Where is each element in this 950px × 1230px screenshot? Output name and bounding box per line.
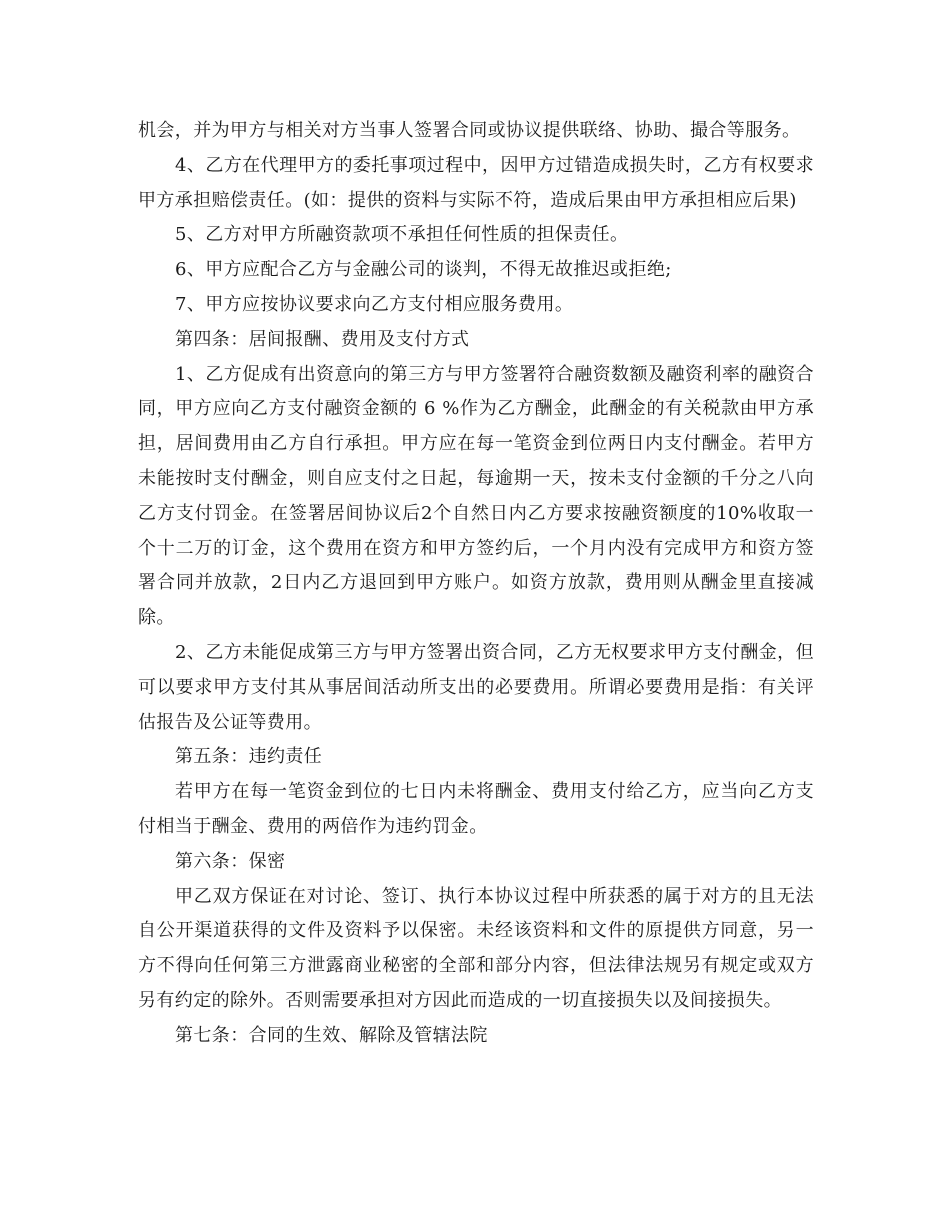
paragraph-clause-5: 5、乙方对甲方所融资款项不承担任何性质的担保责任。 (175, 224, 629, 246)
article-4-heading: 第四条：居间报酬、费用及支付方式 (175, 328, 470, 350)
paragraph-article-6-body: 甲乙双方保证在对讨论、签订、执行本协议过程中所获悉的属于对方的且无法自公开渠道获得的文件及资料予以保密。未经该资料和文件的原提供方同意，另一方不得向任何第三方泄露商业秘密的全部和部分内容，但法律法规另有规定或双方另有约定的除外。否则需要承担对方因此而造成的一切直接损失以及间接损失。 (138, 885, 814, 1011)
paragraph-clause-6: 6、甲方应配合乙方与金融公司的谈判，不得无故推迟或拒绝; (175, 259, 672, 281)
article-5-heading: 第五条：违约责任 (175, 746, 323, 768)
paragraph-article-5-body: 若甲方在每一笔资金到位的七日内未将酬金、费用支付给乙方，应当向乙方支付相当于酬金、费用的两倍作为违约罚金。 (138, 781, 814, 837)
article-6-heading: 第六条：保密 (175, 850, 286, 872)
paragraph-clause-7: 7、甲方应按协议要求向乙方支付相应服务费用。 (175, 293, 574, 315)
article-7-heading: 第七条：合同的生效、解除及管辖法院 (175, 1024, 488, 1046)
paragraph-article-4-item-2: 2、乙方未能促成第三方与甲方签署出资合同，乙方无权要求甲方支付酬金，但可以要求甲方支付其从事居间活动所支出的必要费用。所谓必要费用是指：有关评估报告及公证等费用。 (138, 641, 814, 733)
document-body (138, 114, 814, 1054)
paragraph-article-4-item-1: 1、乙方促成有出资意向的第三方与甲方签署符合融资数额及融资利率的融资合同，甲方应向乙方支付融资金额的 6 %作为乙方酬金，此酬金的有关税款由甲方承担，居间费用由乙方自行承担。甲方应在每一笔资金到位两日内支付酬金。若甲方未能按时支付酬金，则自应支付之日起，每逾期一天，按未支付金额的千分之八向乙方支付罚金。在签署居间协议后2个自然日内乙方要求按融资额度的10%收取一个十二万的订金，这个费用在资方和甲方签约后，一个月内没有完成甲方和资方签署合同并放款，2日内乙方退回到甲方账户。如资方放款，费用则从酬金里直接减除。 (138, 363, 814, 629)
paragraph-clause-4: 4、乙方在代理甲方的委托事项过程中，因甲方过错造成损失时，乙方有权要求甲方承担赔偿责任。(如：提供的资料与实际不符，造成后果由甲方承担相应后果) (138, 154, 814, 211)
paragraph-continuation: 机会，并为甲方与相关对方当事人签署合同或协议提供联络、协助、撮合等服务。 (138, 120, 801, 141)
